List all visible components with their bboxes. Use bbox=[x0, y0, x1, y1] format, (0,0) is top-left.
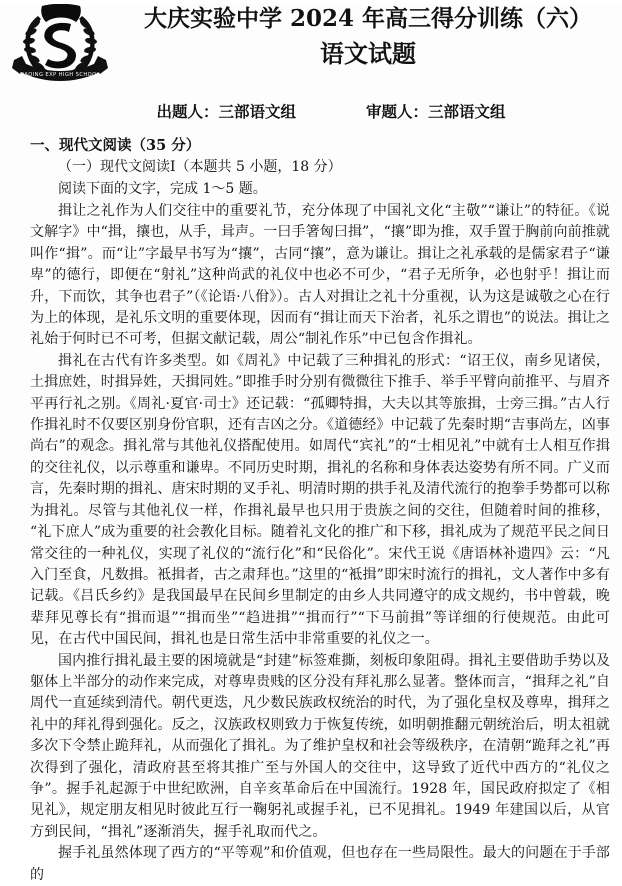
passage-paragraph-2: 揖礼在古代有许多类型。如《周礼》中记载了三种揖礼的形式：“诏王仪，南乡见诸侯，土揖庶姓，时揖异姓，天揖同姓。”即推手时分别有微微往下推手、举手平臂向前推平、与眉齐平再行礼之别。《周礼·夏官·司士》还记载：“孤卿特揖，大夫以其等旅揖，士旁三揖。”古人行作揖礼时不仅要区别身份官职，还有吉凶之分。《道德经》中记载了先秦时期“吉事尚左，凶事尚右”的观念。揖礼常与其他礼仪搭配使用。如周代“宾礼”的“士相见礼”中就有士人相互作揖的交往礼仪，以示尊重和谦卑。不同历史时期，揖礼的名称和身体表达姿势有所不同。广义而言，先秦时期的揖礼、唐宋时期的叉手礼、明清时期的拱手礼及清代流行的抱拳手势都可以称为揖礼。尽管与其他礼仪一样，作揖礼最早也只用于贵族之间的交往，但随着时间的推移，“礼下庶人”成为重要的社会教化目标。随着礼文化的推广和下移，揖礼成为了规范平民之间日常交往的一种礼仪，实现了礼仪的“流行化”和“民俗化”。宋代王说《唐语林补遗四》云：“凡入门至食，凡数揖。袛揖者，古之肃拜也。”这里的“袛揖”即宋时流行的揖礼，文人著作中多有记载。《吕氏乡约》是我国最早在民间乡里制定的由乡人共同遵守的成文规约，书中曾载，晚辈拜见尊长有“揖而退”“揖而坐”“趋进揖”“揖而行”“下马前揖”等详细的行使规范。由此可见，在古代中国民间，揖礼也是日常生活中非常重要的礼仪之一。 bbox=[30, 352, 610, 648]
subsection-heading: （一）现代文阅读Ⅰ（本题共 5 小题，18 分） bbox=[58, 159, 342, 175]
section-heading-part-one: 一、现代文阅读（35 分） bbox=[30, 137, 201, 154]
question-reviewer: 审题人：三部语文组 bbox=[366, 102, 506, 121]
passage-paragraph-3: 国内推行揖礼最主要的困境就是“封建”标签难撕，刻板印象阻碍。揖礼主要借助手势以及躯体上半部分的动作来完成，对尊卑贵贱的区分没有拜礼那么显著。整体而言，“揖拜之礼”自周代一直延续到清代。朝代更迭，凡少数民族政权统治的时代，为了强化皇权及尊卑，揖拜之礼中的拜礼得到强化。反之，汉族政权则致力于恢复传统，如明朝推翻元朝统治后，明太祖就多次下令禁止跪拜礼，从而强化了揖礼。为了维护皇权和社会等级秩序，在清朝“跪拜之礼”再次得到了强化，清政府甚至将其推广至与外国人的交往中，这导致了近代中西方的“礼仪之争”。握手礼起源于中世纪欧洲，自辛亥革命后在中国流行。1928 年，国民政府拟定了《相见礼》，规定朋友相见时彼此互行一鞠躬礼或握手礼，已不见揖礼。1949 年建国以后，从官方到民间，“揖礼”逐渐消失，握手礼取而代之。 bbox=[30, 652, 610, 840]
document-header bbox=[0, 4, 622, 92]
page-title: 大庆实验中学 2024 年高三得分训练（六） bbox=[143, 5, 593, 32]
exam-paper-page bbox=[0, 4, 622, 883]
subject-title: 语文试题 bbox=[320, 39, 416, 68]
question-setter: 出题人：三部语文组 bbox=[156, 102, 296, 121]
school-crest-icon bbox=[8, 4, 112, 88]
svg-text:DAQING EXP HIGH SCHOOL: DAQING EXP HIGH SCHOOL bbox=[20, 72, 100, 78]
authors-line bbox=[0, 101, 622, 123]
exam-body bbox=[0, 135, 622, 886]
reading-instruction: 阅读下面的文字，完成 1～5 题。 bbox=[58, 181, 267, 197]
passage-paragraph-4: 握手礼虽然体现了西方的“平等观”和价值观，但也存在一些局限性。最大的问题在于手部的 bbox=[30, 845, 610, 883]
passage-paragraph-1: 揖让之礼作为人们交往中的重要礼节，充分体现了中国礼文化“主敬”“谦让”的特征。《说文解字》中“揖，攘也，从手，咠声。一曰手箸匈曰揖”，“攘”即为推，双手置于胸前向前推就叫作“揖”。而“让”字最早书写为“攘”，古同“攘”，意为谦让。揖让之礼承载的是儒家君子“谦卑”的德行，即便在“射礼”这种尚武的礼仪中也必不可少，“君子无所争，必也射乎！揖让而升，下而饮，其争也君子”（《论语·八佾》）。古人对揖让之礼十分重视，认为这是诚敬之心在行为上的体现，是礼乐文明的重要体现，因而有“揖让而天下治者，礼乐之谓也”的说法。揖让之礼始于何时已不可考，但据文献记载，周公“制礼作乐”中已包含作揖礼。 bbox=[30, 203, 610, 348]
